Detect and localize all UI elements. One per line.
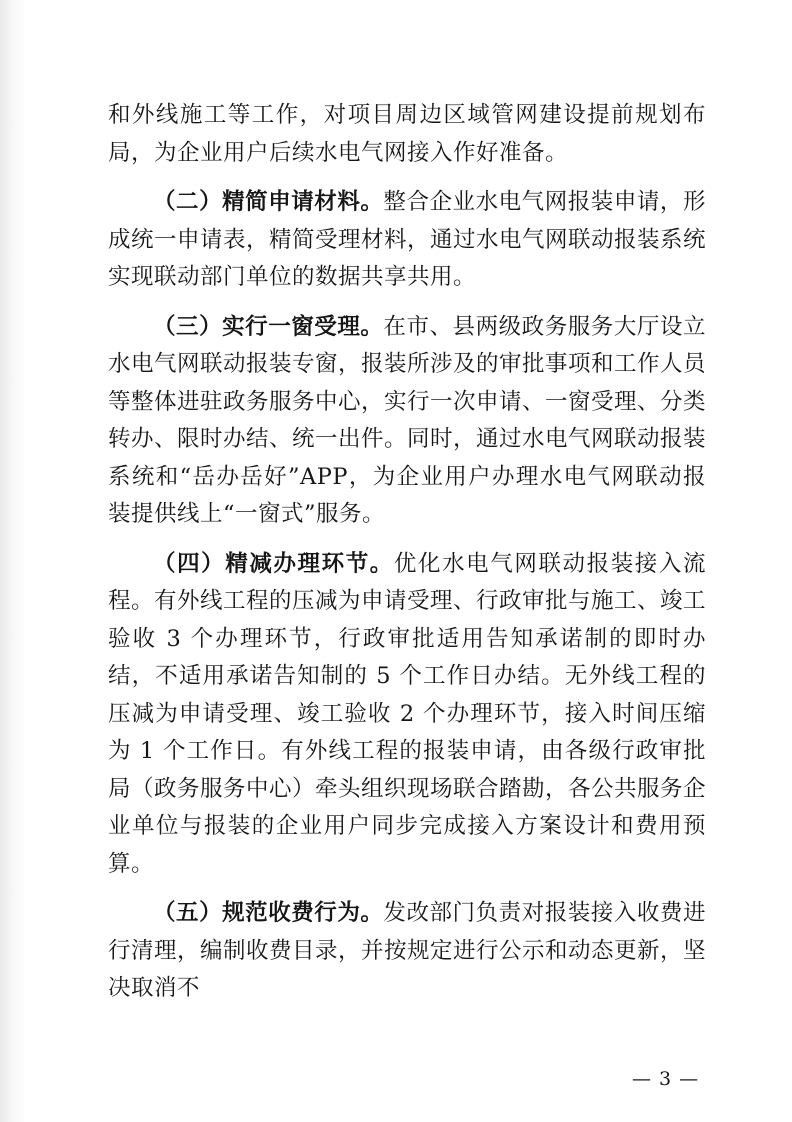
paragraph-text: 优化水电气网联动报装接入流程。有外线工程的压减为申请受理、行政审批与施工、竣工验收 3 个办理环节，行政审批适用告知承诺制的即时办结，不适用承诺告知制的 5 个工作日办结。无外线工程的压减为申请受理、竣工验收 2 个办理环节，接入时间压缩为 1 个工作日。有外线工程的报装申请，由各级行政审批局（政务服务中心）牵头组织现场联合踏勘，各公共服务企业单位与报装的企业用户同步完成接入方案设计和费用预算。 (108, 550, 707, 877)
section-heading: （二）精简申请材料。 (153, 189, 384, 215)
paragraph-section-4 (108, 546, 706, 884)
section-heading: （五）规范收费行为。 (153, 900, 384, 926)
paragraph-section-5 (108, 895, 706, 1008)
paragraph-section-3 (108, 309, 706, 534)
paragraph-text: 在市、县两级政务服务大厅设立水电气网联动报装专窗，报装所涉及的审批事项和工作人员等整体进驻政务服务中心，实行一次申请、一窗受理、分类转办、限时办结、统一出件。同时，通过水电气网联动报装系统和“岳办岳好”APP，为企业用户办理水电气网联动报装提供线上“一窗式”服务。 (108, 313, 707, 527)
section-heading: （三）实行一窗受理。 (153, 313, 384, 340)
paragraph-text: 和外线施工等工作，对项目周边区域管网建设提前规划布局，为企业用户后续水电气网接入作好准备。 (108, 102, 706, 166)
paragraph-text: 整合企业水电气网报装申请，形成统一申请表，精简受理材料，通过水电气网联动报装系统实现联动部门单位的数据共享共用。 (108, 189, 707, 290)
document-page (108, 97, 706, 1020)
section-heading: （四）精减办理环节。 (153, 550, 394, 577)
scan-edge-shadow (0, 0, 26, 1122)
paragraph-continuation (108, 97, 706, 172)
paragraph-section-2 (108, 184, 706, 297)
paragraph-text: 发改部门负责对报装接入收费进行清理，编制收费目录，并按规定进行公示和动态更新，坚决取消不 (108, 900, 707, 1001)
page-number: — 3 — (632, 1068, 700, 1090)
